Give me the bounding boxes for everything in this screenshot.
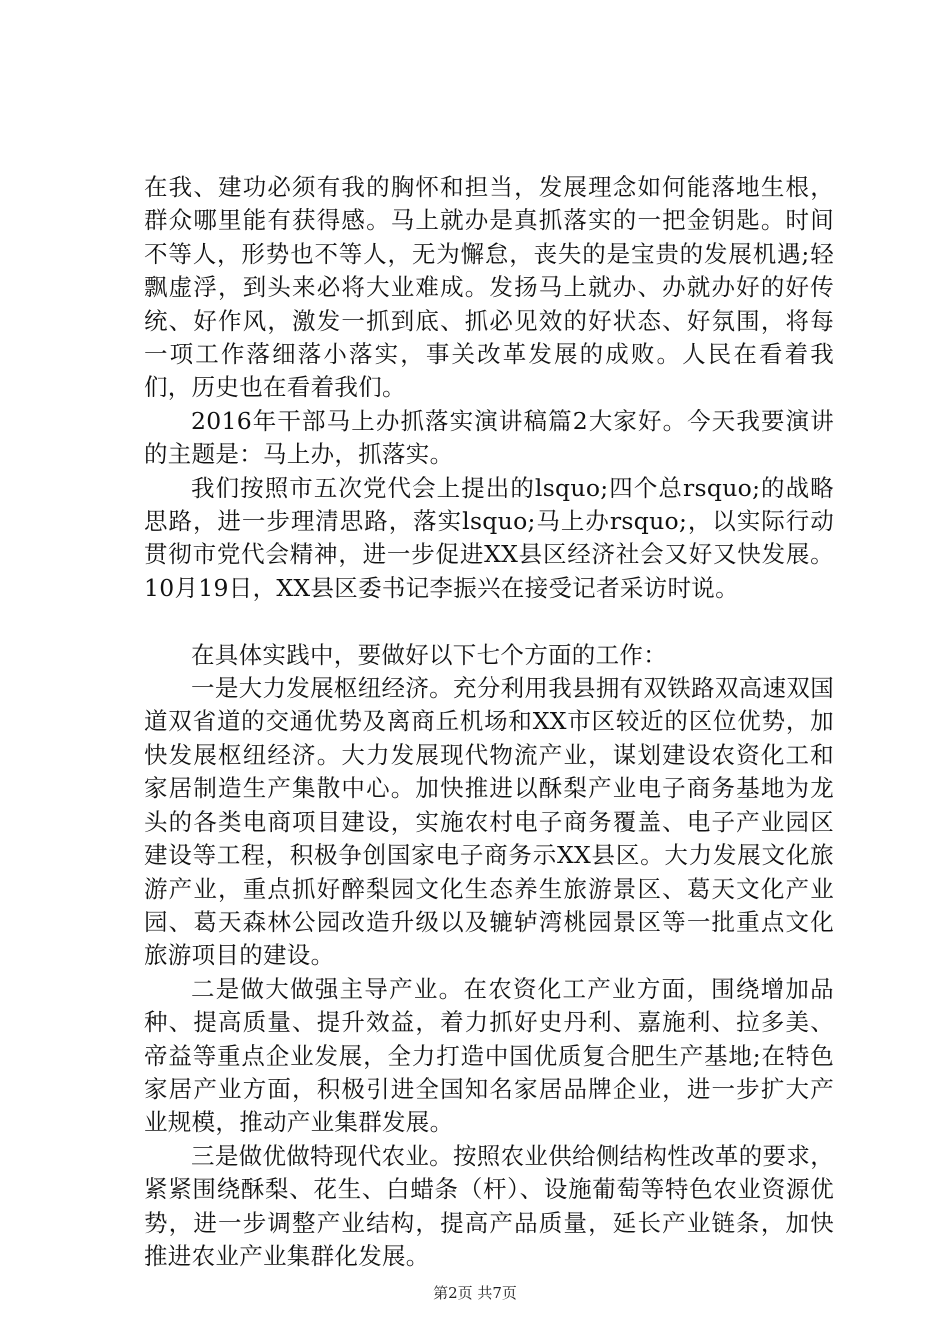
paragraph-gap bbox=[144, 605, 834, 638]
paragraph-3: 我们按照市五次党代会上提出的lsquo;四个总rsquo;的战略思路，进一步理清思路，落实lsquo;马上办rsquo;，以实际行动贯彻市党代会精神，进一步促进XX县区经济社会又好又快发展。10月19日，XX县区委书记李振兴在接受记者采访时说。 bbox=[144, 473, 834, 602]
paragraph-7: 三是做优做特现代农业。按照农业供给侧结构性改革的要求，紧紧围绕酥梨、花生、白蜡条（杆）、设施葡萄等特色农业资源优势，进一步调整产业结构，提高产品质量，延长产业链条，加快推进农业产业集群化发展。 bbox=[144, 1141, 834, 1270]
paragraph-5: 一是大力发展枢纽经济。充分利用我县拥有双铁路双高速双国道双省道的交通优势及离商丘机场和XX市区较近的区位优势，加快发展枢纽经济。大力发展现代物流产业，谋划建设农资化工和家居制造生产集散中心。加快推进以酥梨产业电子商务基地为龙头的各类电商项目建设，实施农村电子商务覆盖、电子产业园区建设等工程，积极争创国家电子商务示XX县区。大力发展文化旅游产业，重点抓好醉梨园文化生态养生旅游景区、葛天文化产业园、葛天森林公园改造升级以及辘轳湾桃园景区等一批重点文化旅游项目的建设。 bbox=[144, 674, 834, 970]
document-body bbox=[144, 171, 834, 1273]
paragraph-1: 在我、建功必须有我的胸怀和担当，发展理念如何能落地生根，群众哪里能有获得感。马上就办是真抓落实的一把金钥匙。时间不等人，形势也不等人，无为懈怠，丧失的是宝贵的发展机遇;轻飘虚浮，到头来必将大业难成。发扬马上就办、办就办好的好传统、好作风，激发一抓到底、抓必见效的好状态、好氛围，将每一项工作落细落小落实，事关改革发展的成败。人民在看着我们，历史也在看着我们。 bbox=[144, 173, 834, 402]
paragraph-6: 二是做大做强主导产业。在农资化工产业方面，围绕增加品种、提高质量、提升效益，着力抓好史丹利、嘉施利、拉多美、帝益等重点企业发展，全力打造中国优质复合肥生产基地;在特色家居产业方面，积极引进全国知名家居品牌企业，进一步扩大产业规模，推动产业集群发展。 bbox=[144, 974, 834, 1137]
paragraph-2: 2016年干部马上办抓落实演讲稿篇2大家好。今天我要演讲的主题是：马上办，抓落实。 bbox=[144, 406, 834, 469]
paragraph-4: 在具体实践中，要做好以下七个方面的工作： bbox=[191, 640, 667, 669]
page-number-footer: 第2页 共7页 bbox=[433, 1284, 517, 1302]
